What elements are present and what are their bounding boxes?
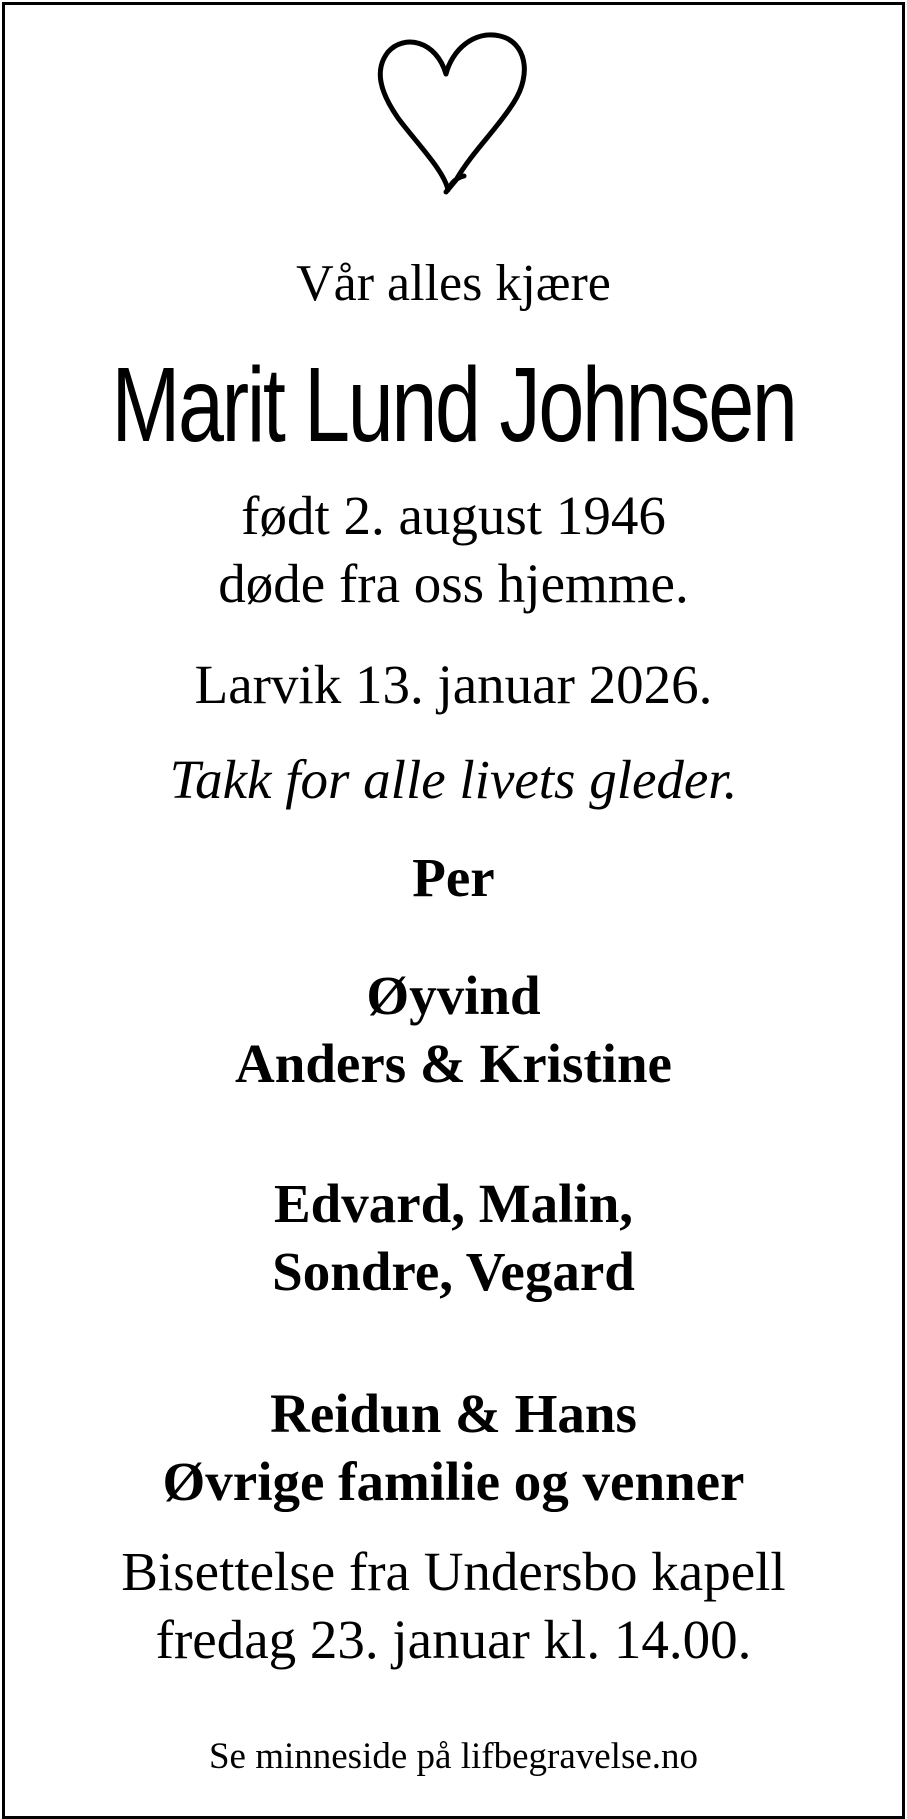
deceased-name: Marit Lund Johnsen — [111, 346, 796, 464]
born-date: født 2. august 1946 — [241, 485, 666, 546]
mourner-name: Anders & Kristine — [235, 1033, 672, 1094]
mourner-name: Edvard, Malin, — [273, 1173, 634, 1234]
mourner-name: Sondre, Vegard — [272, 1241, 635, 1302]
mourner-name: Øvrige familie og venner — [162, 1451, 745, 1512]
heart-icon — [374, 30, 530, 198]
website-note: Se minneside på lifbegravelse.no — [208, 1736, 699, 1777]
service-location: Bisettelse fra Undersbo kapell — [121, 1541, 786, 1602]
mourner-name: Øyvind — [366, 965, 541, 1026]
place-date: Larvik 13. januar 2026. — [194, 654, 713, 715]
died-text: døde fra oss hjemme. — [218, 553, 689, 614]
mourner-name: Per — [412, 847, 495, 908]
motto-text: Takk for alle livets gleder. — [169, 749, 738, 810]
service-time: fredag 23. januar kl. 14.00. — [155, 1609, 752, 1670]
mourner-name: Reidun & Hans — [270, 1383, 637, 1444]
intro-text: Vår alles kjære — [296, 255, 611, 312]
